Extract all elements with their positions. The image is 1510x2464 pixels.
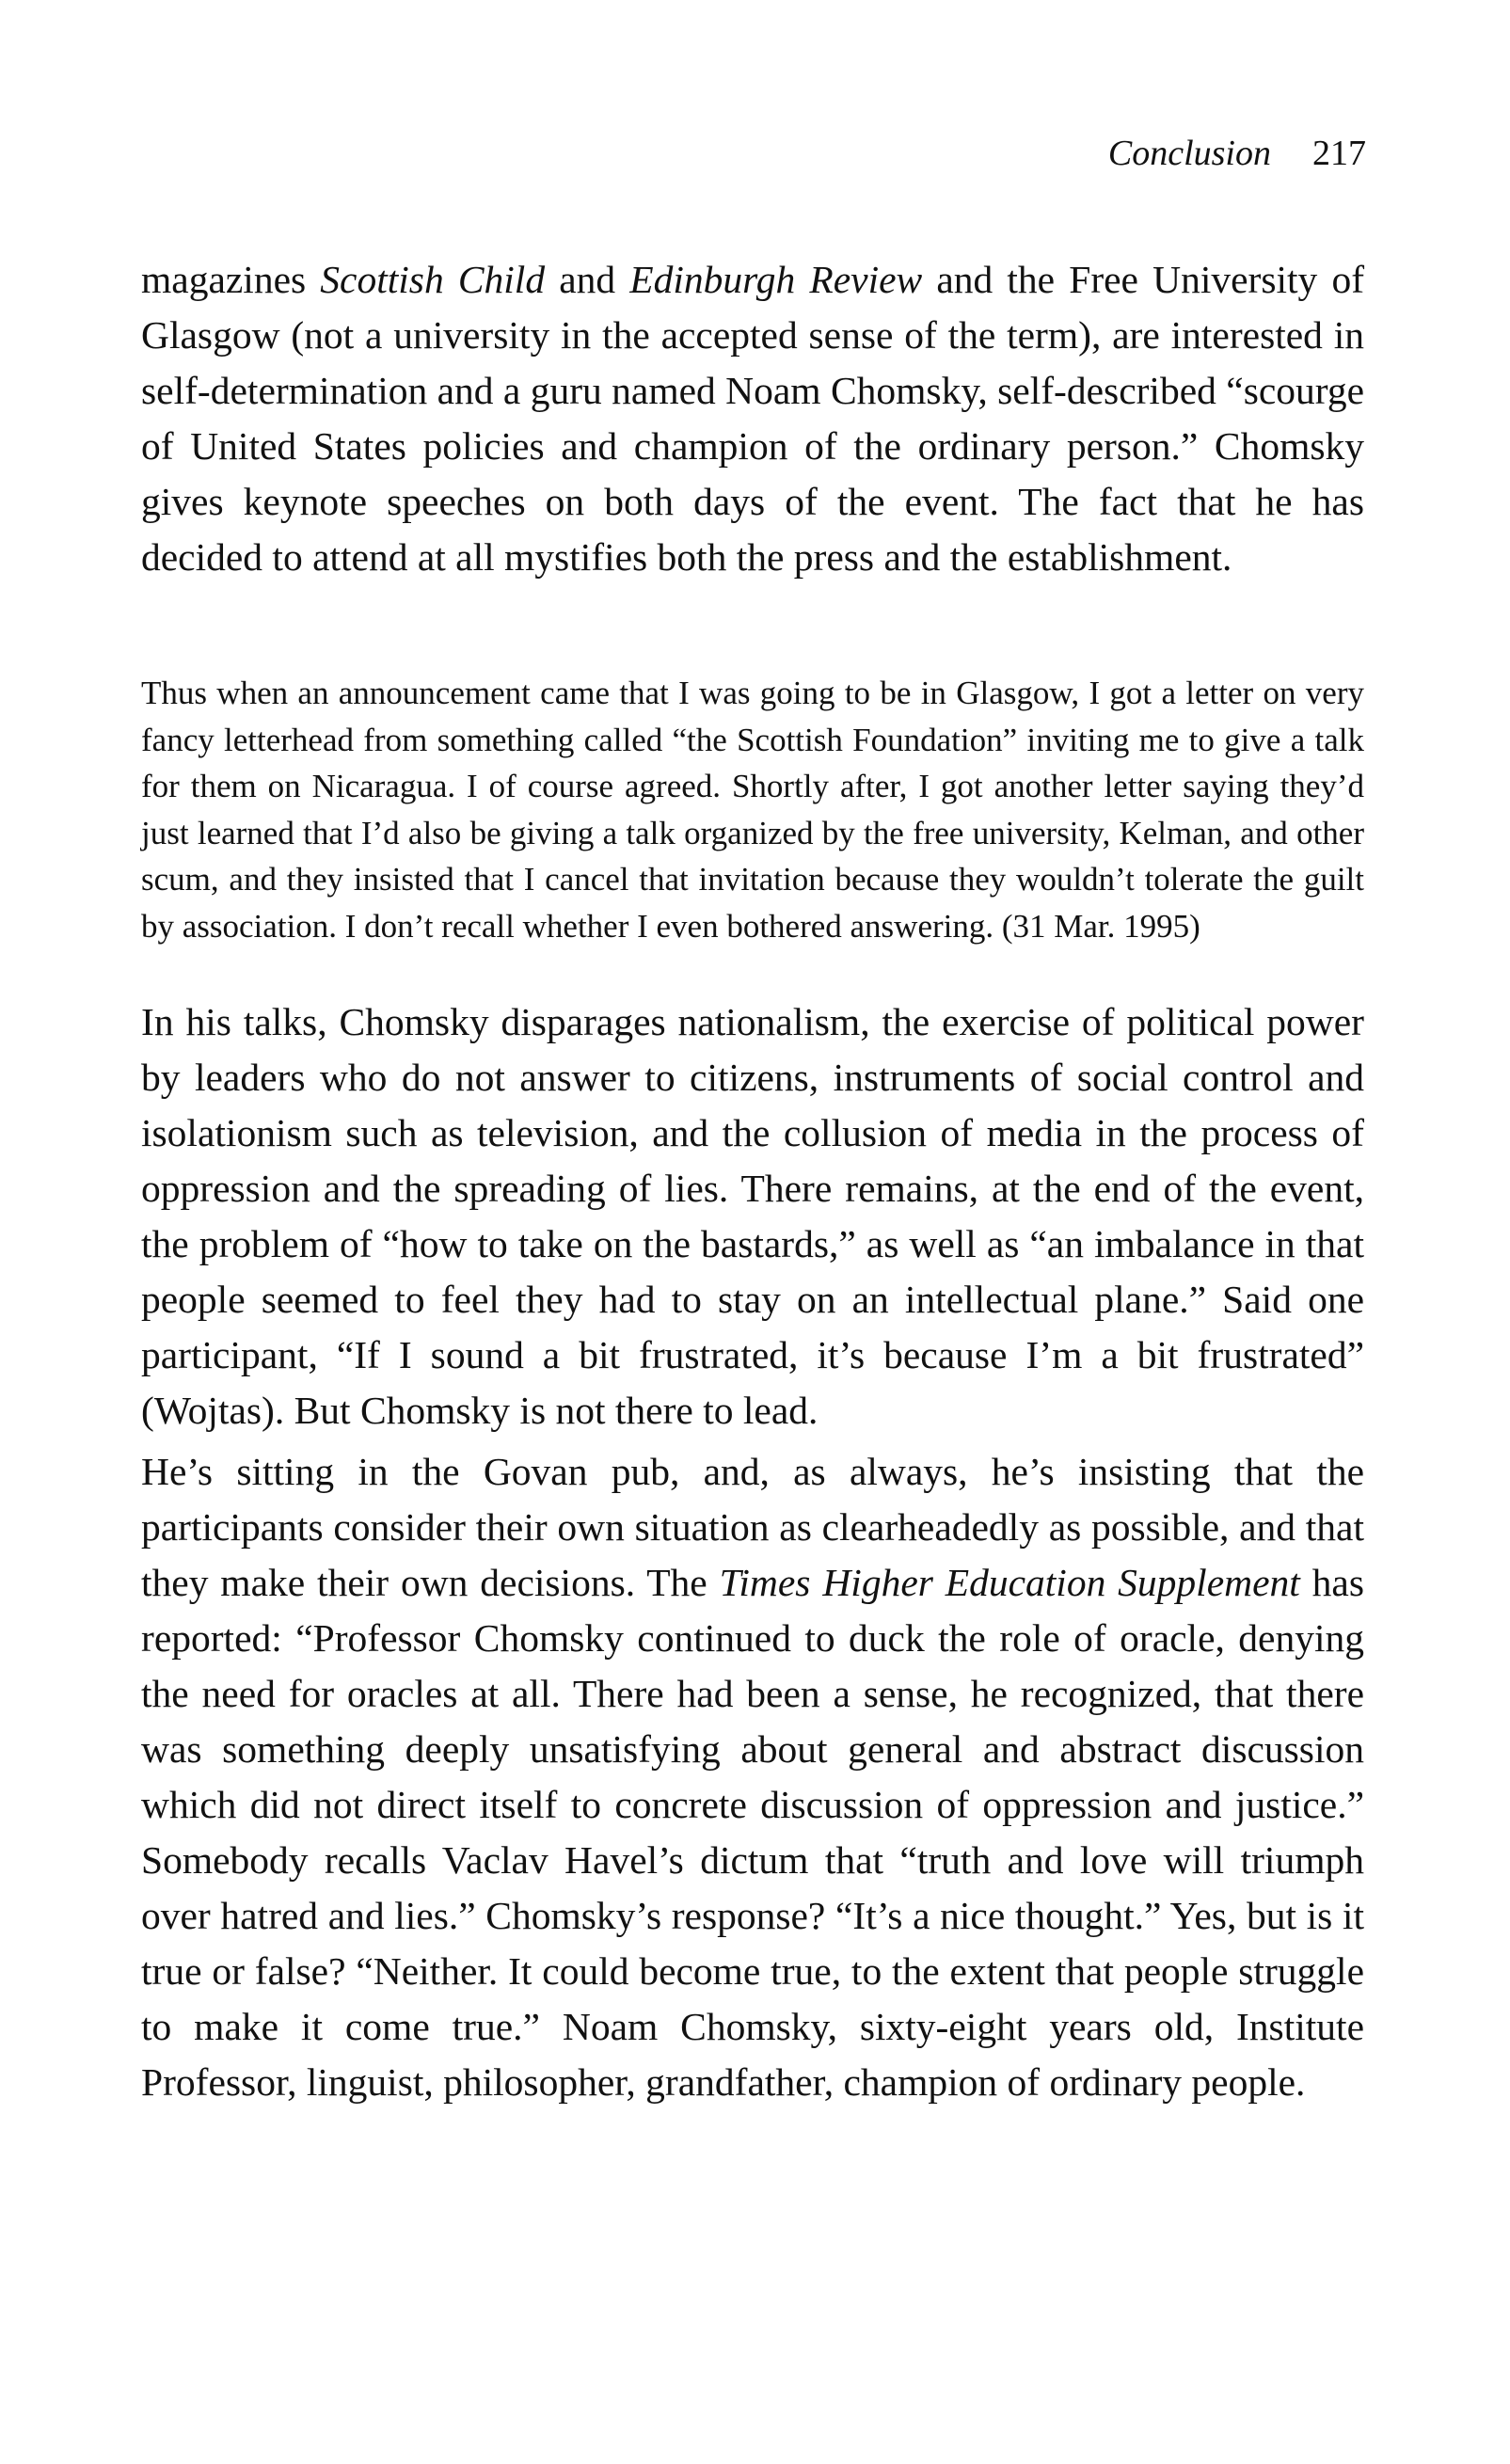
paragraph-2: In his talks, Chomsky disparages nationalism, the exercise of political power by leaders who do not answer to citizens, instruments of social control and isolationism such as television, and the collusion of media in the process of oppression and the spreading of lies. There remains, at the end of the event, the problem of “how to take on the bastards,” as well as “an imbalance in that people seemed to feel they had to stay on an intellectual plane.” Said one participant, “If I sound a bit frustrated, it’s because I’m a bit frustrated” (Wojtas). But Chomsky is not there to lead. <box>141 1000 1364 1432</box>
paragraph-3-text-b: has reported: “Professor Chomsky continued to duck the role of oracle, denying the need for oracles at all. There had been a sense, he recognized, that there was something deeply unsatisfying about general and abstract discussion which did not direct itself to concrete discussion of oppression and justice.” Somebody recalls Vaclav Havel’s dictum that “truth and love will triumph over hatred and lies.” Chomsky’s response? “It’s a nice thought.” Yes, but is it true or false? “Neither. It could become true, to the extent that people struggle to make it come true.” Noam Chomsky, sixty-eight years old, Institute Professor, linguist, philosopher, grandfather, champion of ordinary people. <box>141 1561 1364 2104</box>
running-head-title: Conclusion <box>1107 134 1271 173</box>
paragraph-1-text-b: and <box>545 258 630 301</box>
paragraph-3 <box>141 1444 1364 2110</box>
paragraph-3-text-a: He’s sitting in the Govan pub, and, as always, he’s insisting that the participants consider their own situation as clearheadedly as possible, and that they make their own decisions. The <box>141 1450 1364 1604</box>
paragraph-1-text-c: and the Free University of Glasgow (not a university in the accepted sense of the term), are interested in self-determination and a guru named Noam Chomsky, self-described “scourge of United States policies and champion of the ordinary person.” Chomsky gives keynote speeches on both days of the event. The fact that he has decided to attend at all mystifies both the press and the establishment. <box>141 258 1365 579</box>
paragraph-1-italic-b: Edinburgh Review <box>629 258 923 301</box>
paragraph-1-text-a: magazines <box>141 258 321 301</box>
running-head <box>1108 132 1366 175</box>
block-quote: Thus when an announcement came that I was going to be in Glasgow, I got a letter on very fancy letterhead from something called “the Scottish Foundation” inviting me to give a talk for them on Nicaragua. I of course agreed. Shortly after, I got another letter saying they’d just learned that I’d also be giving a talk organized by the free university, Kelman, and other scum, and they insisted that I cancel that invitation because they wouldn’t tolerate the guilt by association. I don’t recall whether I even bothered answering. (31 Mar. 1995) <box>141 675 1364 945</box>
page-number: 217 <box>1312 134 1366 173</box>
paragraph-3-italic-a: Times Higher Education Supplement <box>719 1561 1300 1604</box>
paragraph-1-italic-a: Scottish Child <box>320 258 546 301</box>
paragraph-1 <box>141 252 1364 585</box>
